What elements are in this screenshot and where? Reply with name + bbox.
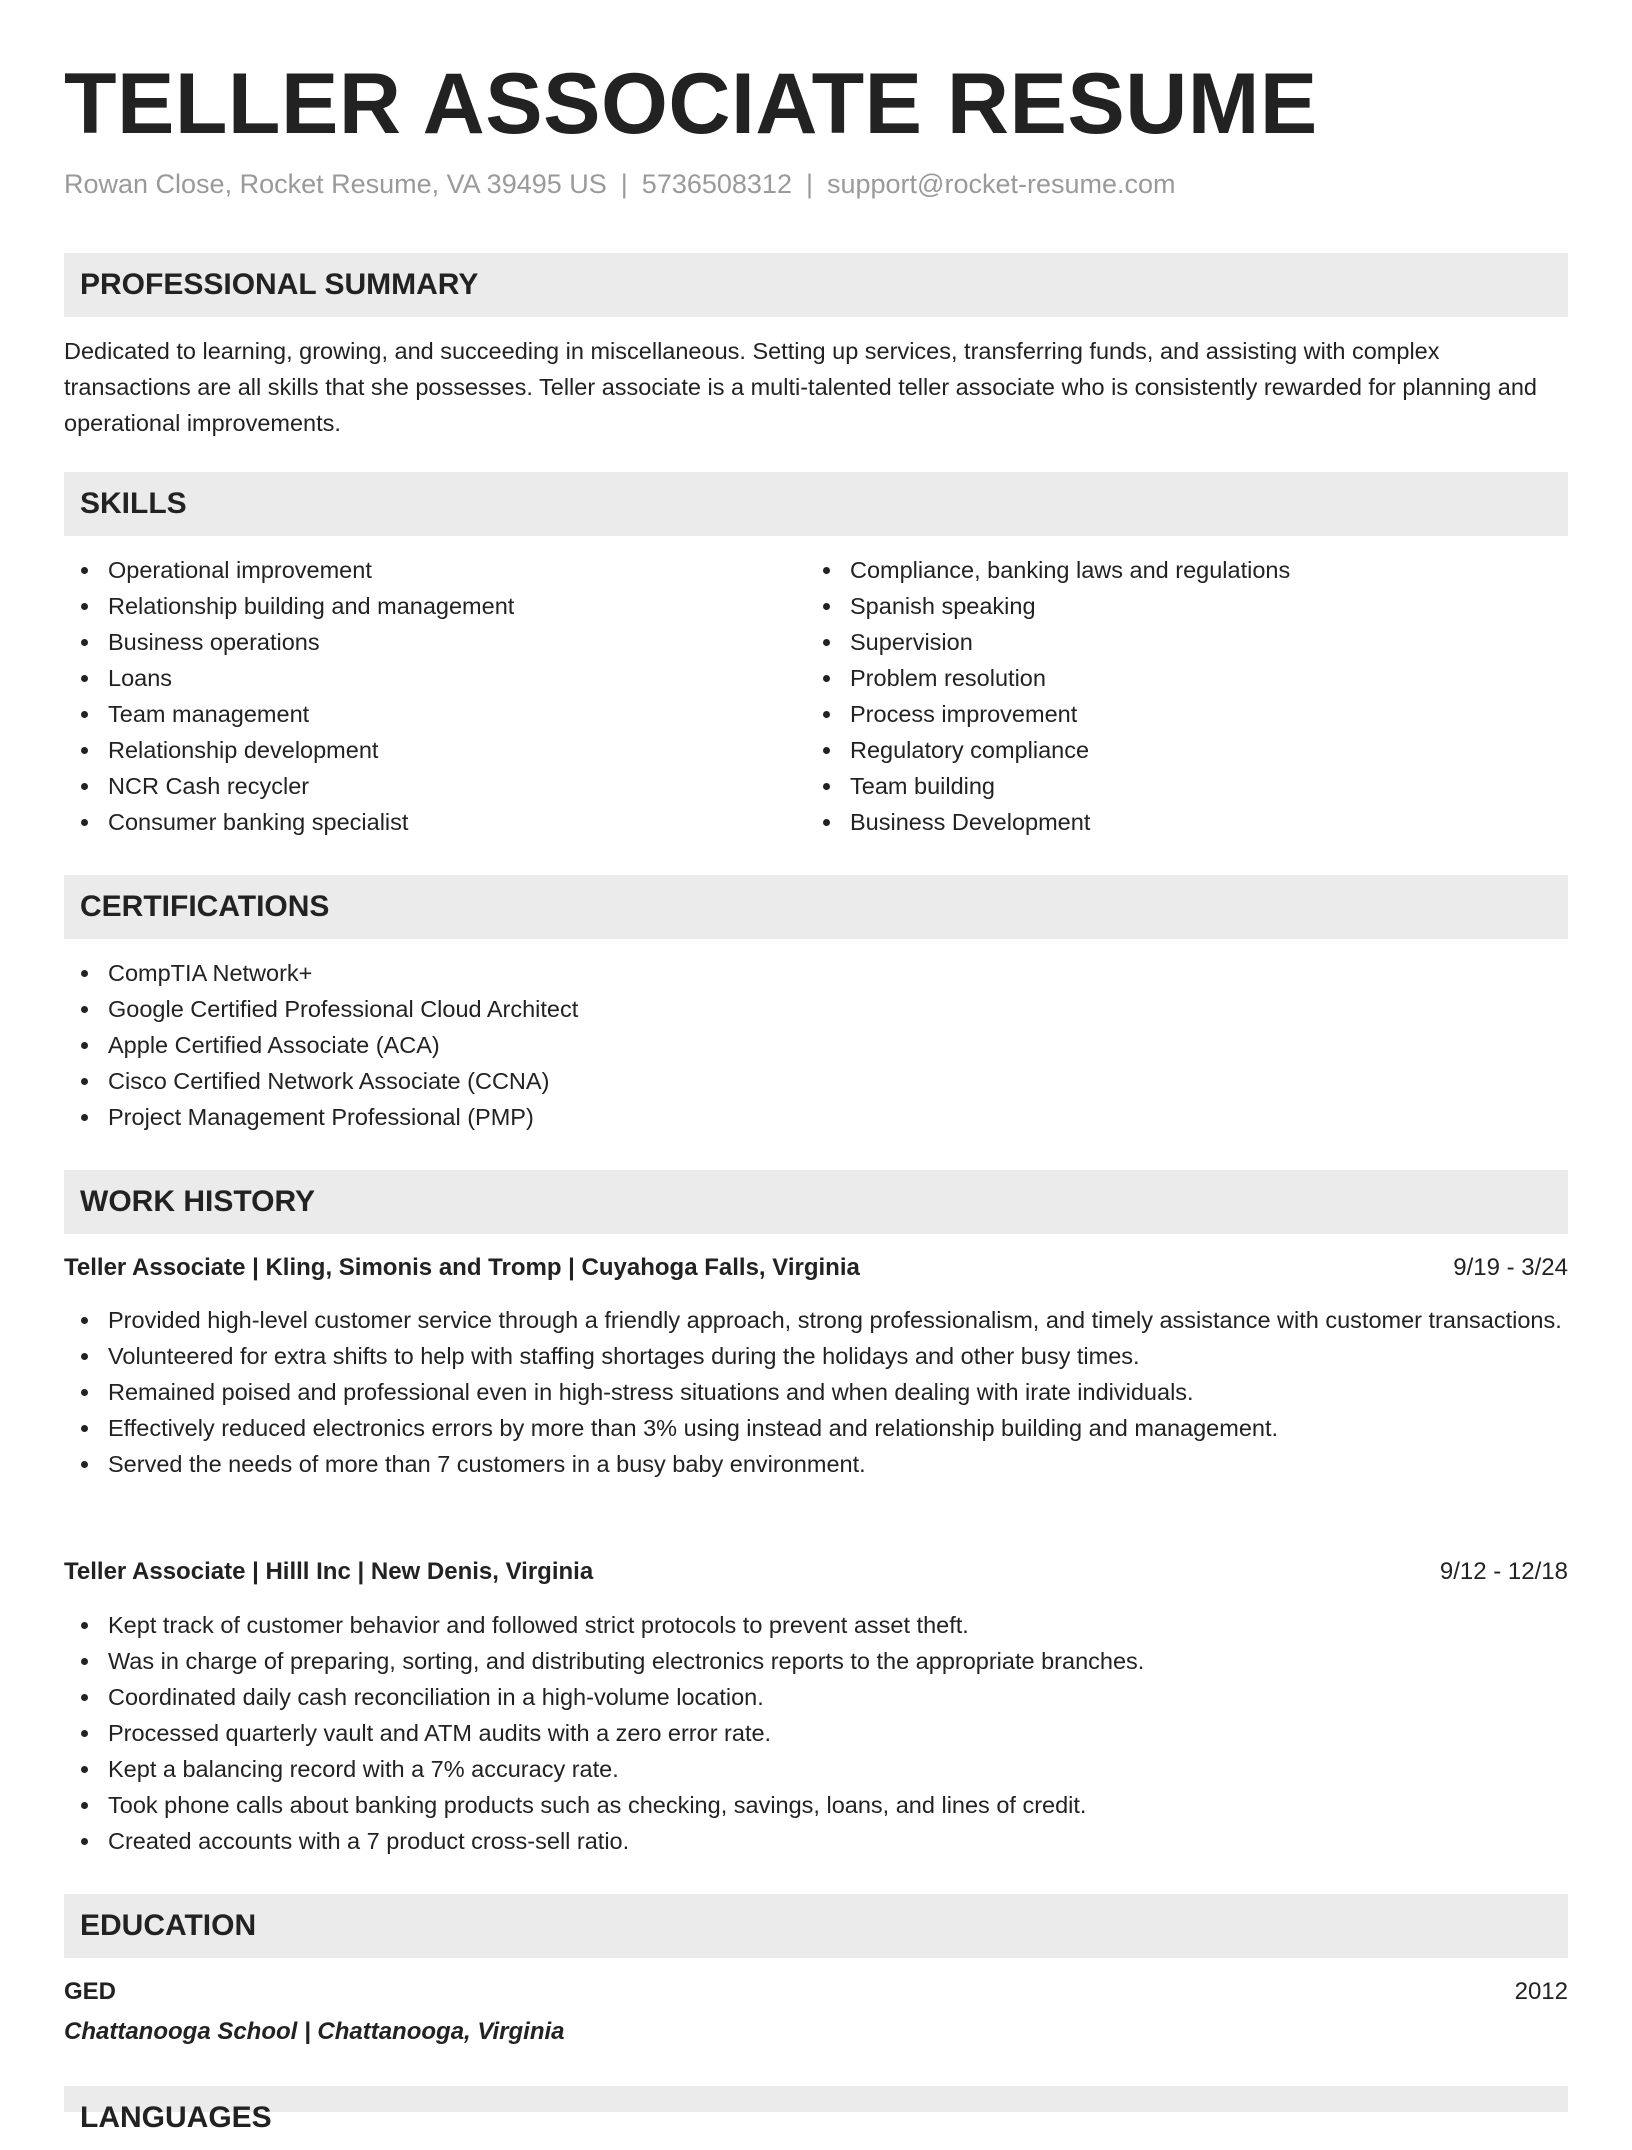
skill-item: Consumer banking specialist bbox=[64, 804, 784, 840]
job-duty-item: Served the needs of more than 7 customers in a busy baby environment. bbox=[64, 1446, 1568, 1482]
job-duty-item: Took phone calls about banking products such as checking, savings, loans, and lines of credit. bbox=[64, 1787, 1568, 1823]
contact-address: Rowan Close, Rocket Resume, VA 39495 US bbox=[64, 169, 607, 199]
contact-phone: 5736508312 bbox=[641, 169, 792, 199]
skill-item: Spanish speaking bbox=[806, 588, 1546, 624]
job-title: Teller Associate | Hilll Inc | New Denis, Virginia bbox=[64, 1558, 594, 1585]
contact-separator: | bbox=[805, 169, 813, 199]
job-duty-item: Effectively reduced electronics errors by more than 3% using instead and relationship building and management. bbox=[64, 1410, 1568, 1446]
job-dates: 9/19 - 3/24 bbox=[1453, 1254, 1568, 1281]
job-duty-item: Kept a balancing record with a 7% accuracy rate. bbox=[64, 1751, 1568, 1787]
languages-section-header bbox=[64, 2086, 1568, 2134]
skills-list-right bbox=[806, 552, 1546, 840]
job-duty-item: Was in charge of preparing, sorting, and distributing electronics reports to the appropriate branches. bbox=[64, 1643, 1568, 1679]
education-year: 2012 bbox=[1514, 1978, 1568, 2005]
resume-title: TELLER ASSOCIATE RESUME bbox=[64, 56, 1318, 152]
skill-item: Process improvement bbox=[806, 696, 1546, 732]
education-header bbox=[64, 1974, 1568, 2010]
job-duty-item: Remained poised and professional even in high-stress situations and when dealing with irate individuals. bbox=[64, 1374, 1568, 1410]
skill-item: Problem resolution bbox=[806, 660, 1546, 696]
skill-item: Regulatory compliance bbox=[806, 732, 1546, 768]
contact-separator: | bbox=[620, 169, 628, 199]
skill-item: Loans bbox=[64, 660, 784, 696]
skill-item: Operational improvement bbox=[64, 552, 784, 588]
job-duties-list bbox=[64, 1302, 1568, 1482]
contact-email: support@rocket-resume.com bbox=[826, 169, 1176, 199]
summary-heading: PROFESSIONAL SUMMARY bbox=[80, 268, 479, 301]
work-heading: WORK HISTORY bbox=[80, 1185, 316, 1218]
skills-heading: SKILLS bbox=[80, 487, 187, 520]
certifications-section-header bbox=[64, 875, 1568, 939]
education-school: Chattanooga School | Chattanooga, Virginia bbox=[64, 2018, 565, 2045]
skill-item: Business Development bbox=[806, 804, 1546, 840]
job-header bbox=[64, 1554, 1568, 1590]
skill-item: Team management bbox=[64, 696, 784, 732]
certification-item: CompTIA Network+ bbox=[64, 955, 1568, 991]
certifications-heading: CERTIFICATIONS bbox=[80, 890, 330, 923]
certification-item: Google Certified Professional Cloud Architect bbox=[64, 991, 1568, 1027]
skill-item: Business operations bbox=[64, 624, 784, 660]
skill-item: Compliance, banking laws and regulations bbox=[806, 552, 1546, 588]
job-duty-item: Coordinated daily cash reconciliation in a high-volume location. bbox=[64, 1679, 1568, 1715]
skill-item: Relationship building and management bbox=[64, 588, 784, 624]
job-duty-item: Kept track of customer behavior and followed strict protocols to prevent asset theft. bbox=[64, 1607, 1568, 1643]
skill-item: Supervision bbox=[806, 624, 1546, 660]
skills-section-header bbox=[64, 472, 1568, 536]
job-header bbox=[64, 1250, 1568, 1286]
education-section-header bbox=[64, 1894, 1568, 1958]
contact-line bbox=[64, 168, 1176, 200]
job-duties-list bbox=[64, 1607, 1568, 1859]
skill-item: NCR Cash recycler bbox=[64, 768, 784, 804]
certifications-list bbox=[64, 955, 1568, 1135]
certification-item: Project Management Professional (PMP) bbox=[64, 1099, 1568, 1135]
languages-heading: LANGUAGES bbox=[80, 2101, 272, 2134]
job-duty-item: Created accounts with a 7 product cross-sell ratio. bbox=[64, 1823, 1568, 1859]
skills-list-left bbox=[64, 552, 784, 840]
job-title: Teller Associate | Kling, Simonis and Tromp | Cuyahoga Falls, Virginia bbox=[64, 1254, 860, 1281]
summary-text: Dedicated to learning, growing, and succeeding in miscellaneous. Setting up services, transferring funds, and assisting with complex transactions are all skills that she possesses. Teller associate is a multi-talented teller associate who is consistently rewarded for planning and operational improvements. bbox=[64, 338, 1537, 436]
skill-item: Team building bbox=[806, 768, 1546, 804]
certification-item: Cisco Certified Network Associate (CCNA) bbox=[64, 1063, 1568, 1099]
skill-item: Relationship development bbox=[64, 732, 784, 768]
job-duty-item: Processed quarterly vault and ATM audits with a zero error rate. bbox=[64, 1715, 1568, 1751]
education-degree: GED bbox=[64, 1978, 117, 2005]
job-dates: 9/12 - 12/18 bbox=[1439, 1558, 1568, 1585]
summary-section-header bbox=[64, 253, 1568, 317]
education-heading: EDUCATION bbox=[80, 1909, 257, 1942]
job-duty-item: Provided high-level customer service through a friendly approach, strong professionalism, and timely assistance with customer transactions. bbox=[64, 1302, 1568, 1338]
certification-item: Apple Certified Associate (ACA) bbox=[64, 1027, 1568, 1063]
job-duty-item: Volunteered for extra shifts to help with staffing shortages during the holidays and other busy times. bbox=[64, 1338, 1568, 1374]
work-section-header bbox=[64, 1170, 1568, 1234]
